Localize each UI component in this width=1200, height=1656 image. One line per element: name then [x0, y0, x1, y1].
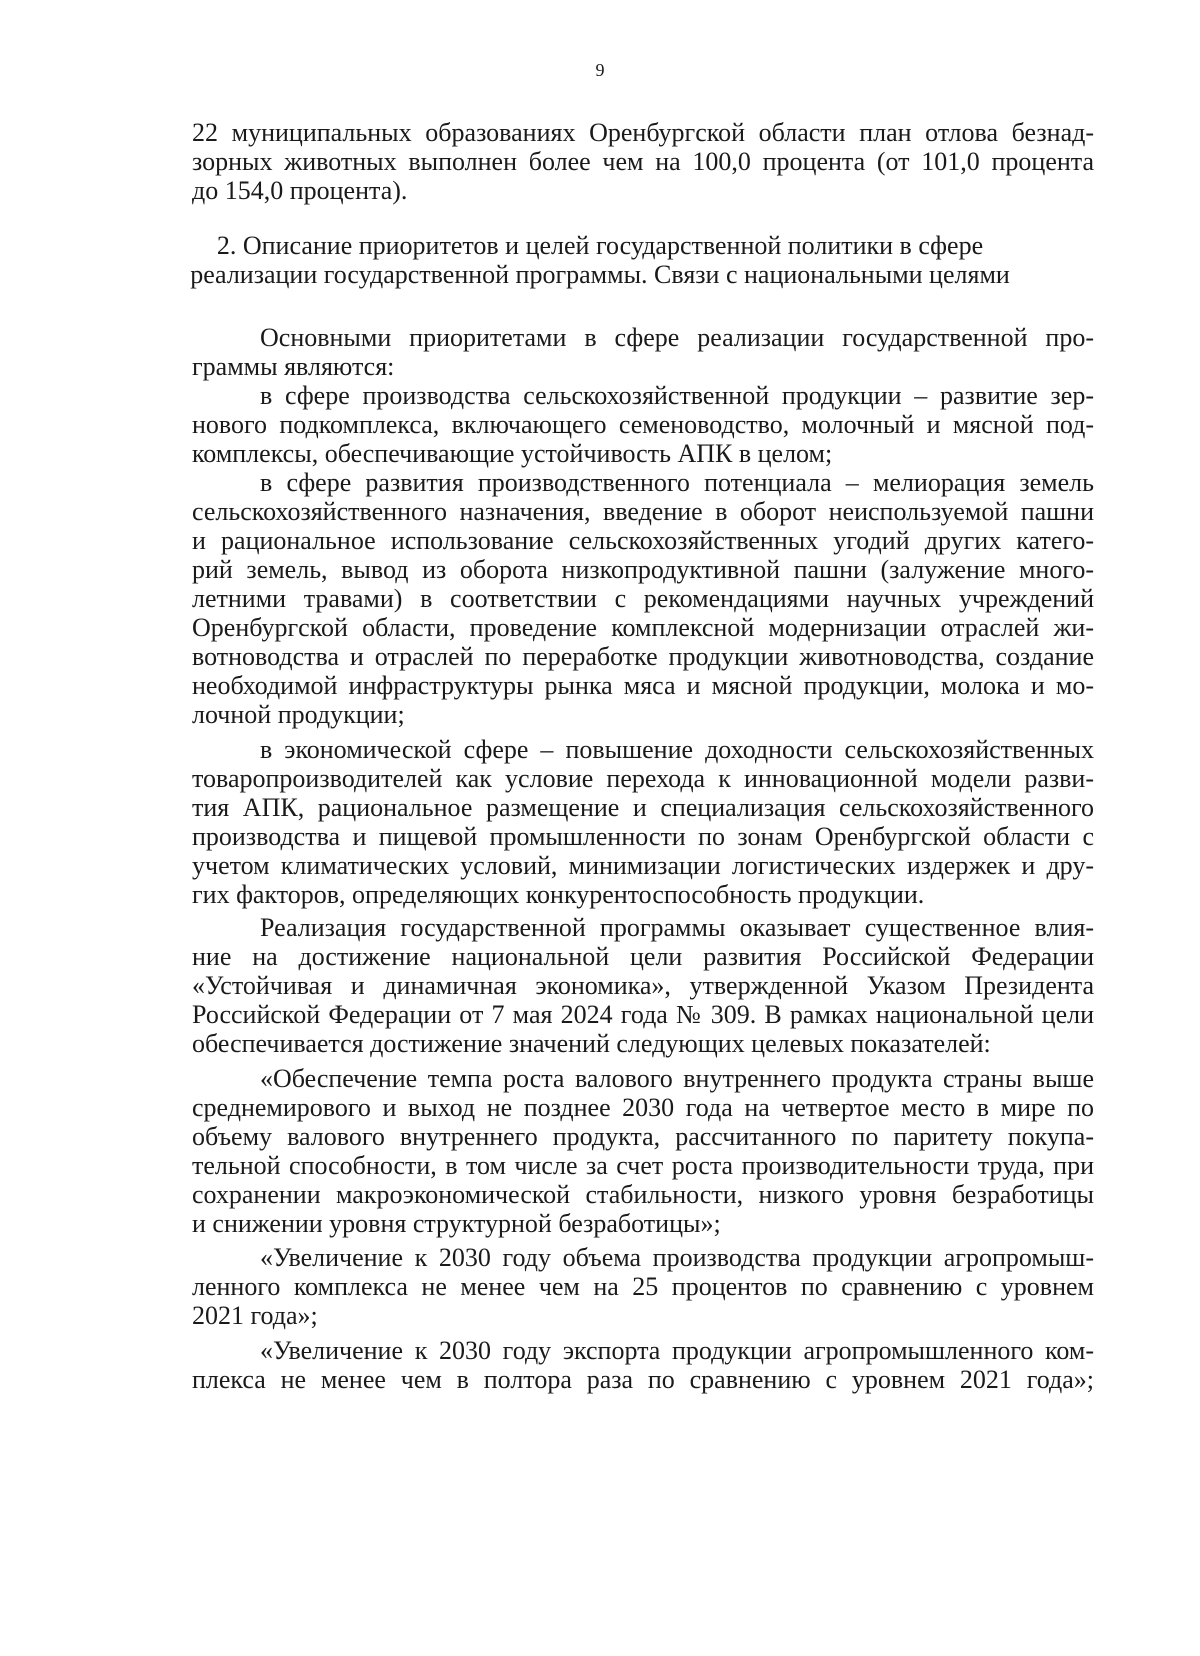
section-heading-line: 2. Описание приоритетов и целей государственной политики в сфере — [216, 231, 984, 260]
text-line: рий земель, вывод из оборота низкопродуктивной пашни (залужение много- — [192, 555, 1094, 584]
page-number: 9 — [595, 60, 605, 80]
text-line: 22 муниципальных образованиях Оренбургской области план отлова безнад- — [192, 118, 1094, 147]
text-line: и снижении уровня структурной безработицы»; — [192, 1209, 721, 1238]
text-line: Основными приоритетами в сфере реализации государственной про- — [260, 323, 1094, 352]
text-line: тельной способности, в том числе за счет роста производительности труда, при — [192, 1151, 1094, 1180]
text-line: вотноводства и отраслей по переработке продукции животноводства, создание — [192, 642, 1094, 671]
text-line: лочной продукции; — [192, 700, 405, 729]
text-line: сельскохозяйственного назначения, введение в оборот неиспользуемой пашни — [192, 497, 1094, 526]
text-line: в экономической сфере – повышение доходности сельскохозяйственных — [260, 735, 1094, 764]
text-line: в сфере производства сельскохозяйственной продукции – развитие зер- — [260, 381, 1094, 410]
text-line: и рациональное использование сельскохозяйственных угодий других катего- — [192, 526, 1094, 555]
text-line: необходимой инфраструктуры рынка мяса и мясной продукции, молока и мо- — [192, 671, 1094, 700]
text-line: 2021 года»; — [192, 1301, 318, 1330]
text-line: производства и пищевой промышленности по зонам Оренбургской области с — [192, 822, 1094, 851]
text-line: обеспечивается достижение значений следующих целевых показателей: — [192, 1029, 991, 1058]
text-line: летними травами) в соответствии с рекомендациями научных учреждений — [192, 584, 1094, 613]
text-line: «Увеличение к 2030 году экспорта продукции агропромышленного ком- — [260, 1336, 1094, 1365]
text-line: граммы являются: — [192, 352, 395, 381]
section-heading-line: реализации государственной программы. Связи с национальными целями — [190, 260, 1010, 289]
text-line: зорных животных выполнен более чем на 100,0 процента (от 101,0 процента — [192, 147, 1094, 176]
text-line: до 154,0 процента). — [192, 176, 408, 205]
text-line: «Увеличение к 2030 году объема производства продукции агропромыш- — [260, 1243, 1094, 1272]
text-line: среднемирового и выход не позднее 2030 года на четвертое место в мире по — [192, 1093, 1094, 1122]
text-line: товаропроизводителей как условие перехода к инновационной модели разви- — [192, 764, 1094, 793]
text-line: Российской Федерации от 7 мая 2024 года № 309. В рамках национальной цели — [192, 1000, 1094, 1029]
text-line: комплексы, обеспечивающие устойчивость АПК в целом; — [192, 439, 833, 468]
text-line: «Устойчивая и динамичная экономика», утвержденной Указом Президента — [192, 971, 1094, 1000]
text-line: плекса не менее чем в полтора раза по сравнению с уровнем 2021 года»; — [192, 1365, 1094, 1394]
text-line: объему валового внутреннего продукта, рассчитанного по паритету покупа- — [192, 1122, 1094, 1151]
text-line: гих факторов, определяющих конкурентоспособность продукции. — [192, 880, 925, 909]
text-line: в сфере развития производственного потенциала – мелиорация земель — [260, 468, 1094, 497]
text-line: тия АПК, рациональное размещение и специализация сельскохозяйственного — [192, 793, 1094, 822]
text-line: ленного комплекса не менее чем на 25 процентов по сравнению с уровнем — [192, 1272, 1094, 1301]
text-line: Оренбургской области, проведение комплексной модернизации отраслей жи- — [192, 613, 1094, 642]
text-line: ние на достижение национальной цели развития Российской Федерации — [192, 942, 1094, 971]
text-line: «Обеспечение темпа роста валового внутреннего продукта страны выше — [260, 1064, 1094, 1093]
text-line: Реализация государственной программы оказывает существенное влия- — [260, 913, 1094, 942]
text-line: нового подкомплекса, включающего семеноводство, молочный и мясной под- — [192, 410, 1094, 439]
text-line: сохранении макроэкономической стабильности, низкого уровня безработицы — [192, 1180, 1094, 1209]
text-line: учетом климатических условий, минимизации логистических издержек и дру- — [192, 851, 1094, 880]
